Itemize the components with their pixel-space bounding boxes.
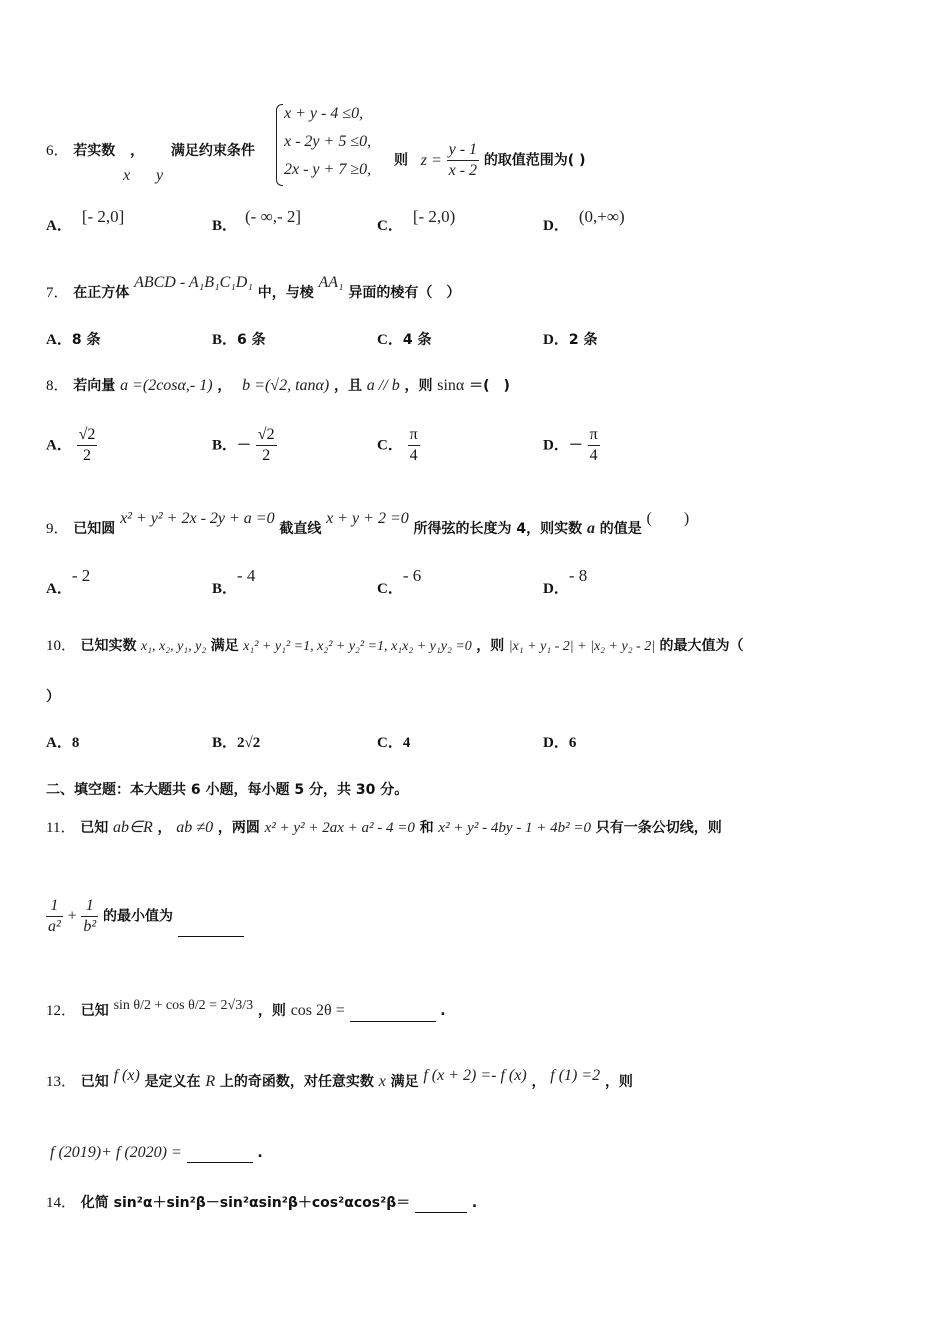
q9-option-b[interactable]: B．- 4 <box>212 566 256 597</box>
q6-constraint-2: x - 2y + 5 ≤0, <box>284 133 372 150</box>
q10-option-b[interactable]: B．2√2 <box>212 735 261 751</box>
q10-option-c[interactable]: C．4 <box>377 735 411 751</box>
q12-stem: 12． 已知 sin θ/2 + cos θ/2 = 2√3/3 ，则 cos 2θ = . <box>46 1000 446 1022</box>
q10-stem-continued: ） <box>46 689 60 705</box>
q9-stem: 9． 已知圆 x² + y² + 2x - 2y + a =0 截直线 x + y + 2 =0 所得弦的长度为 4，则实数 a 的值是 ( ) <box>46 510 690 537</box>
q10-stem: 10． 已知实数 x₁, x₂, y₁, y₂ 满足 x₁² + y₁² =1, x₂² + y₂² =1, x₁x₂ + y₁y₂ =0 ，则 |x₁ + y₁ - 2| + |x₂ + y₂ - 2| 的最大值为（ <box>46 638 744 654</box>
q6-var-x: x <box>123 167 131 184</box>
q11-answer-blank[interactable] <box>178 936 244 937</box>
q6-option-a[interactable]: A． [- 2,0] <box>46 207 125 234</box>
section-2-heading: 二、填空题：本大题共 6 小题，每小题 5 分，共 30 分。 <box>46 782 409 798</box>
q6-objective: 则 z = $\frac{y - 1}{x - 2}$ 的取值范围为( ) <box>394 141 586 179</box>
q10-option-d[interactable]: D．6 <box>543 735 577 751</box>
q14-answer-blank[interactable] <box>415 1212 467 1213</box>
q6-constraint-3: 2x - y + 7 ≥0, <box>284 161 372 178</box>
q9-option-c[interactable]: C．- 6 <box>377 566 422 597</box>
q13-stem: 13． 已知 f (x) 是定义在 R 上的奇函数，对任意实数 x 满足 f (x + 2) =- f (x) ， f (1) =2 ，则 <box>46 1067 633 1090</box>
q7-option-b[interactable]: B．6 条 <box>212 332 266 348</box>
q7-option-a[interactable]: A．8 条 <box>46 332 101 348</box>
q11-stem: 11． 已知 ab∈R ， ab ≠0 ，两圆 x² + y² + 2ax + a² - 4 =0 和 x² + y² - 4by - 1 + 4b² =0 只有一条公切线，则 <box>46 819 722 836</box>
q8-option-a[interactable]: A． $\frac{√2}{2}$ <box>46 426 96 464</box>
q8-option-b[interactable]: B．－ $\frac{√2}{2}$ <box>212 426 275 464</box>
q6-fraction: $\frac{y - 1}{x - 2}$ <box>448 141 478 179</box>
q6-option-c[interactable]: C． [- 2,0) <box>377 207 456 234</box>
q11-expression: $\frac{1}{\text{a²}}$ + $\frac{1}{\text{b²}}$ 的最小值为 <box>46 896 244 937</box>
q9-option-d[interactable]: D．- 8 <box>543 566 588 597</box>
q12-answer-blank[interactable] <box>350 1021 436 1022</box>
q7-stem: 7． 在正方体 ABCD - A₁B₁C₁D₁ 中，与棱 AA₁ 异面的棱有（ ） <box>46 274 461 301</box>
q6-option-d[interactable]: D． (0,+∞) <box>543 207 625 234</box>
q6-number: 6． <box>46 143 69 159</box>
q13-expression: f (2019)+ f (2020) = . <box>50 1144 263 1161</box>
q8-stem: 8． 若向量 a =(2cosα,- 1) ， b =(√2, tanα) ，且 a // b ，则 sinα ＝( ) <box>46 377 510 394</box>
q8-option-d[interactable]: D．－ $\frac{\pi}{4}$ <box>543 426 598 464</box>
q10-option-a[interactable]: A．8 <box>46 735 80 751</box>
q6-constraint-system <box>284 100 371 184</box>
q9-option-a[interactable]: A．- 2 <box>46 566 91 597</box>
q14-stem: 14． 化简 sin²α＋sin²β－sin²αsin²β＋cos²αcos²β＝ . <box>46 1195 478 1211</box>
q6-stem: 6． 若实数 ， 满足约束条件 <box>46 143 255 159</box>
q6-option-b[interactable]: B． (- ∞,- 2] <box>212 207 302 234</box>
q13-answer-blank[interactable] <box>187 1162 253 1163</box>
q6-system-brace <box>276 104 283 186</box>
q6-var-y: y <box>156 167 164 184</box>
q7-option-c[interactable]: C．4 条 <box>377 332 432 348</box>
q6-constraint-1: x + y - 4 ≤0, <box>284 105 364 122</box>
q7-option-d[interactable]: D．2 条 <box>543 332 598 348</box>
q8-option-c[interactable]: C． $\frac{\pi}{4}$ <box>377 426 418 464</box>
